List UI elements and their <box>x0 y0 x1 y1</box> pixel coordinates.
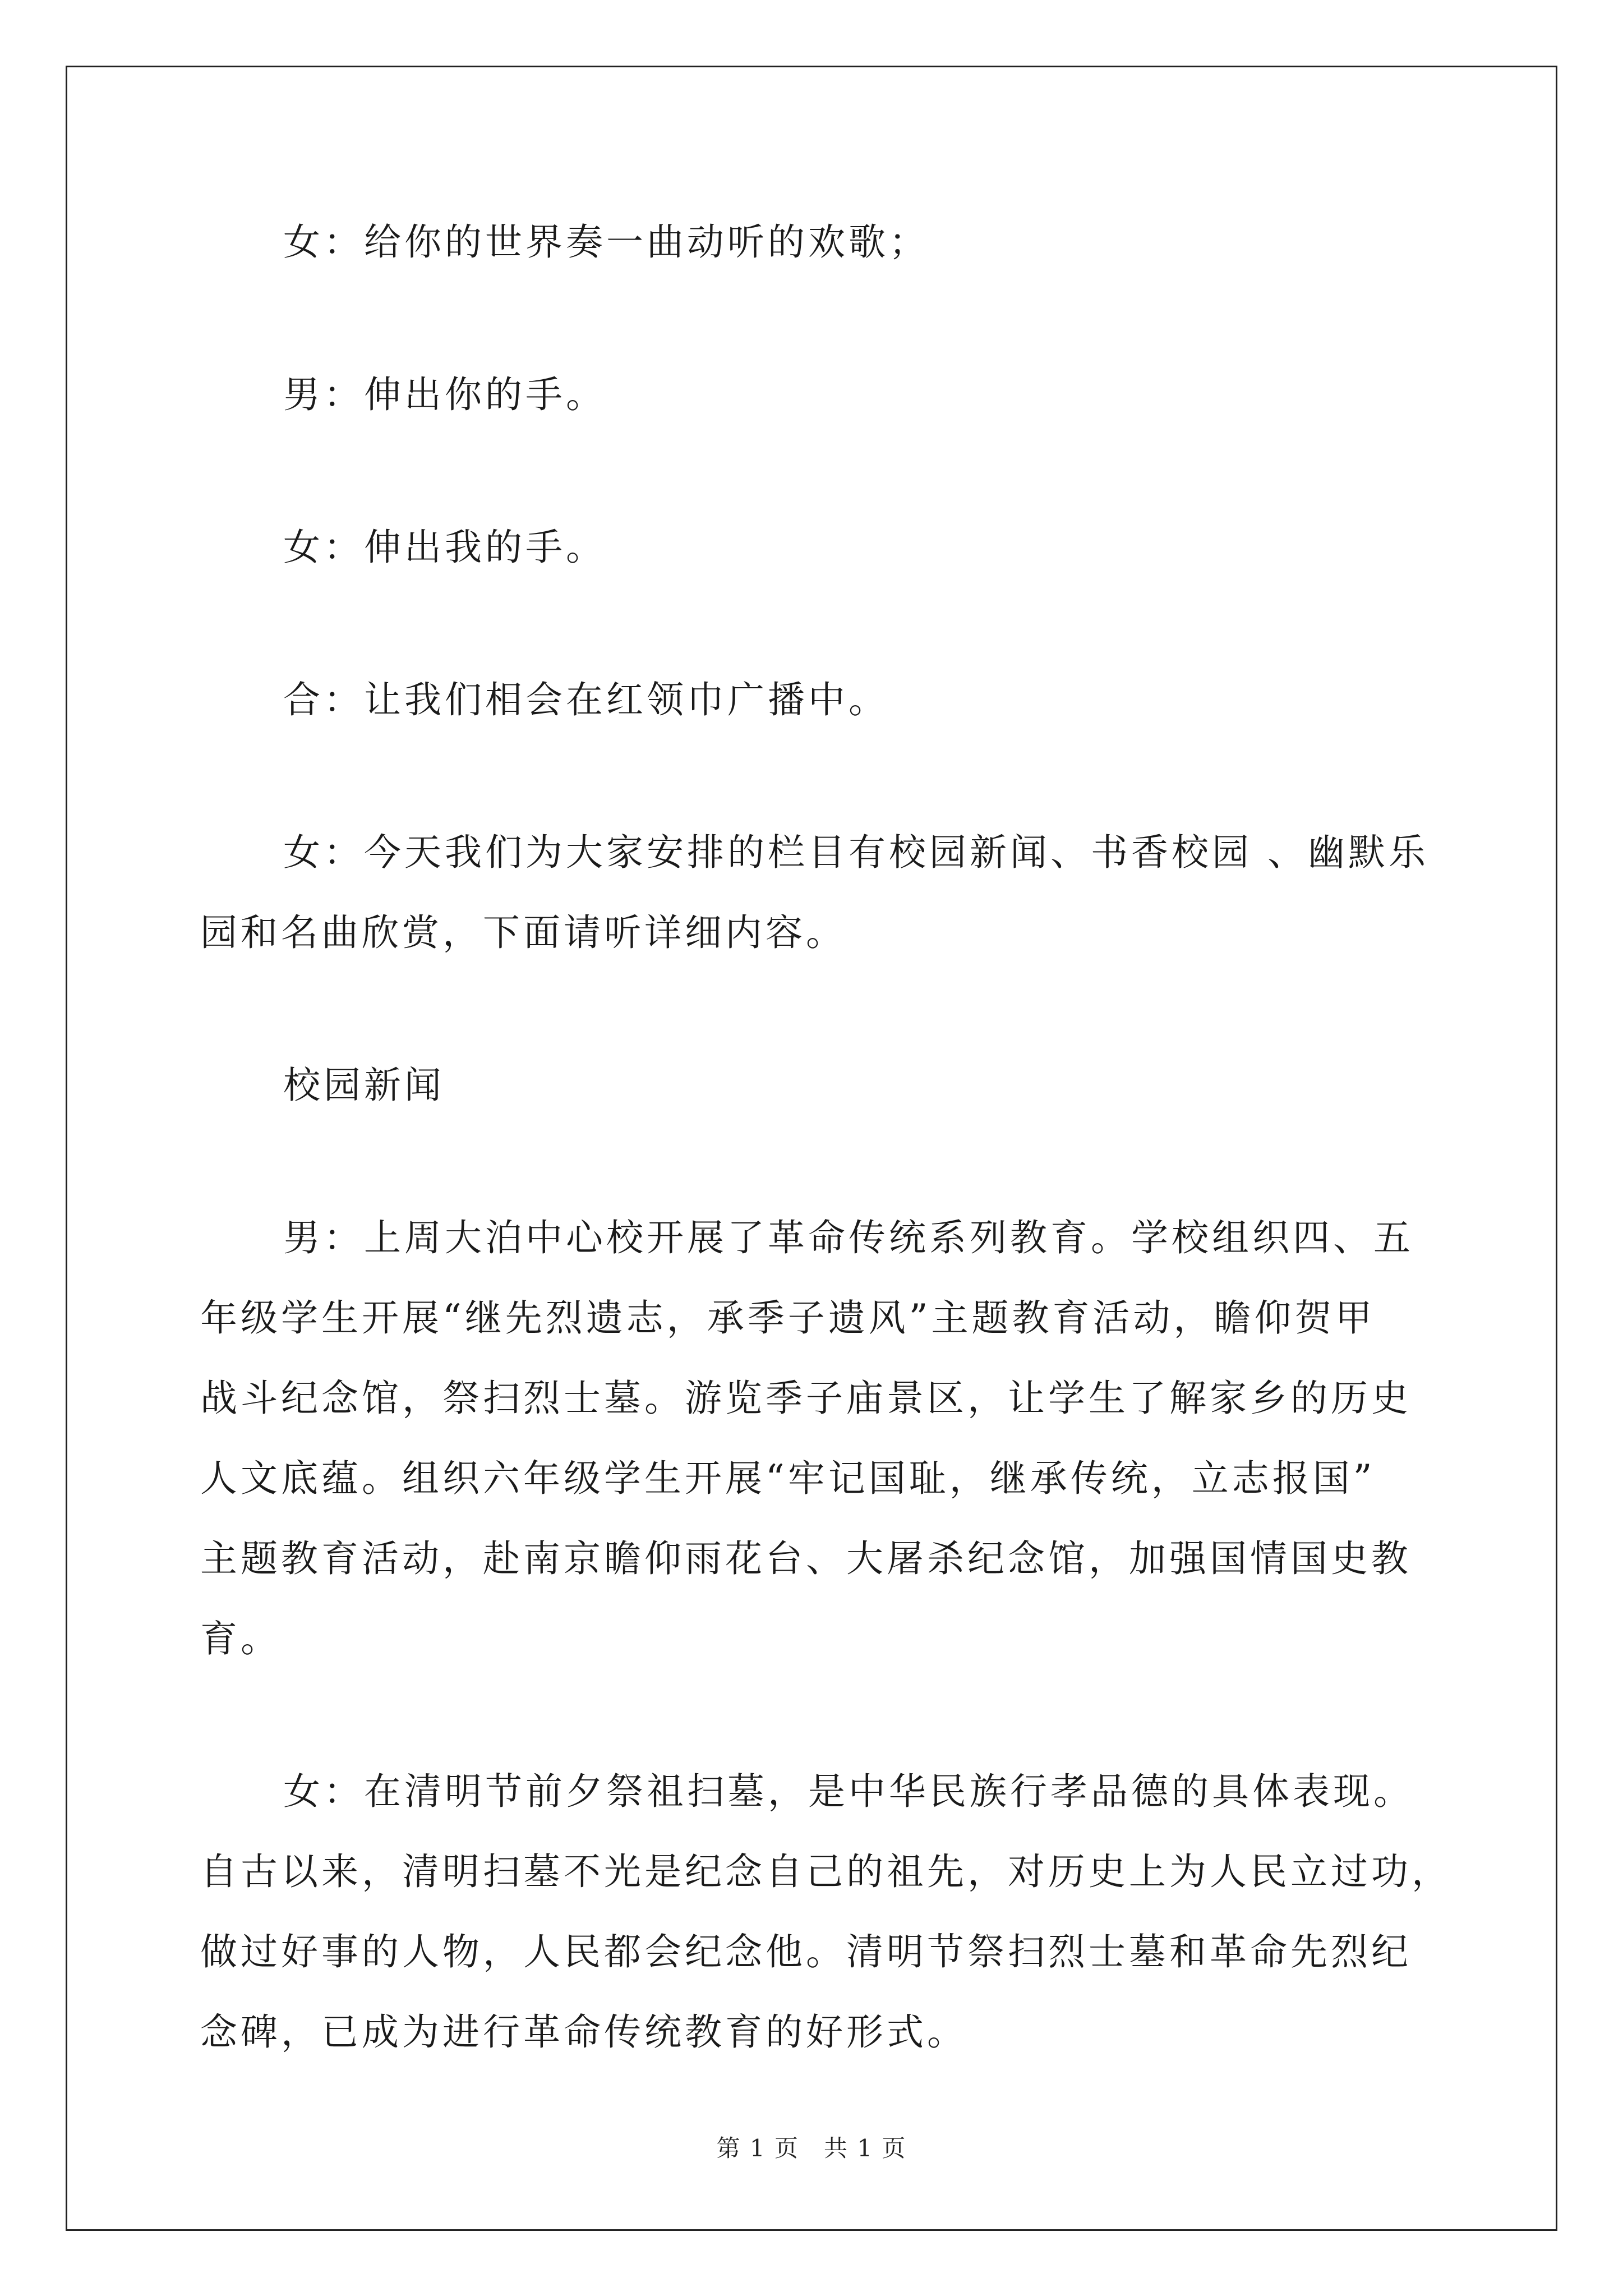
text-line: 校园新闻 <box>283 1064 445 1107</box>
paragraph-4 <box>200 660 1451 740</box>
paragraph-8 <box>200 1751 1451 2072</box>
text-line: 园和名曲欣赏，下面请听详细内容。 <box>200 911 846 954</box>
text-line: 主题教育活动，赴南京瞻仰雨花台、大屠杀纪念馆，加强国情国史教 <box>200 1537 1412 1580</box>
text-line: 年级学生开展“继先烈遗志，承季子遗风”主题教育活动，瞻仰贺甲 <box>200 1296 1376 1340</box>
paragraph-7 <box>200 1198 1451 1679</box>
text-line: 念碑，已成为进行革命传统教育的好形式。 <box>200 2010 967 2054</box>
paragraph-5 <box>200 812 1451 973</box>
page-number-footer: 第 1 页 共 1 页 <box>716 2134 907 2162</box>
section-heading <box>200 1045 1451 1125</box>
text-line: 做过好事的人物，人民都会纪念他。清明节祭扫烈士墓和革命先烈纪 <box>200 1930 1412 1973</box>
text-line: 战斗纪念馆，祭扫烈士墓。游览季子庙景区，让学生了解家乡的历史 <box>200 1377 1412 1420</box>
text-line: 女：给你的世界奏一曲动听的欢歌； <box>283 220 929 264</box>
text-line: 育。 <box>200 1617 281 1660</box>
text-line: 男：伸出你的手。 <box>283 373 606 416</box>
text-line: 女：在清明节前夕祭祖扫墓，是中华民族行孝品德的具体表现。 <box>283 1770 1414 1813</box>
text-line: 人文底蕴。组织六年级学生开展“牢记国耻，继承传统，立志报国” <box>200 1457 1376 1500</box>
text-line: 合：让我们相会在红领巾广播中。 <box>283 678 889 721</box>
paragraph-2 <box>200 355 1451 435</box>
paragraph-3 <box>200 507 1451 587</box>
document-body <box>200 202 1451 2072</box>
text-line: 男：上周大泊中心校开展了革命传统系列教育。学校组织四、五 <box>283 1216 1414 1259</box>
text-line: 女：今天我们为大家安排的栏目有校园新闻、书香校园 、幽默乐 <box>283 831 1429 874</box>
text-line: 女：伸出我的手。 <box>283 526 606 569</box>
paragraph-1 <box>200 202 1451 282</box>
text-line: 自古以来，清明扫墓不光是纪念自己的祖先，对历史上为人民立过功， <box>200 1850 1452 1893</box>
